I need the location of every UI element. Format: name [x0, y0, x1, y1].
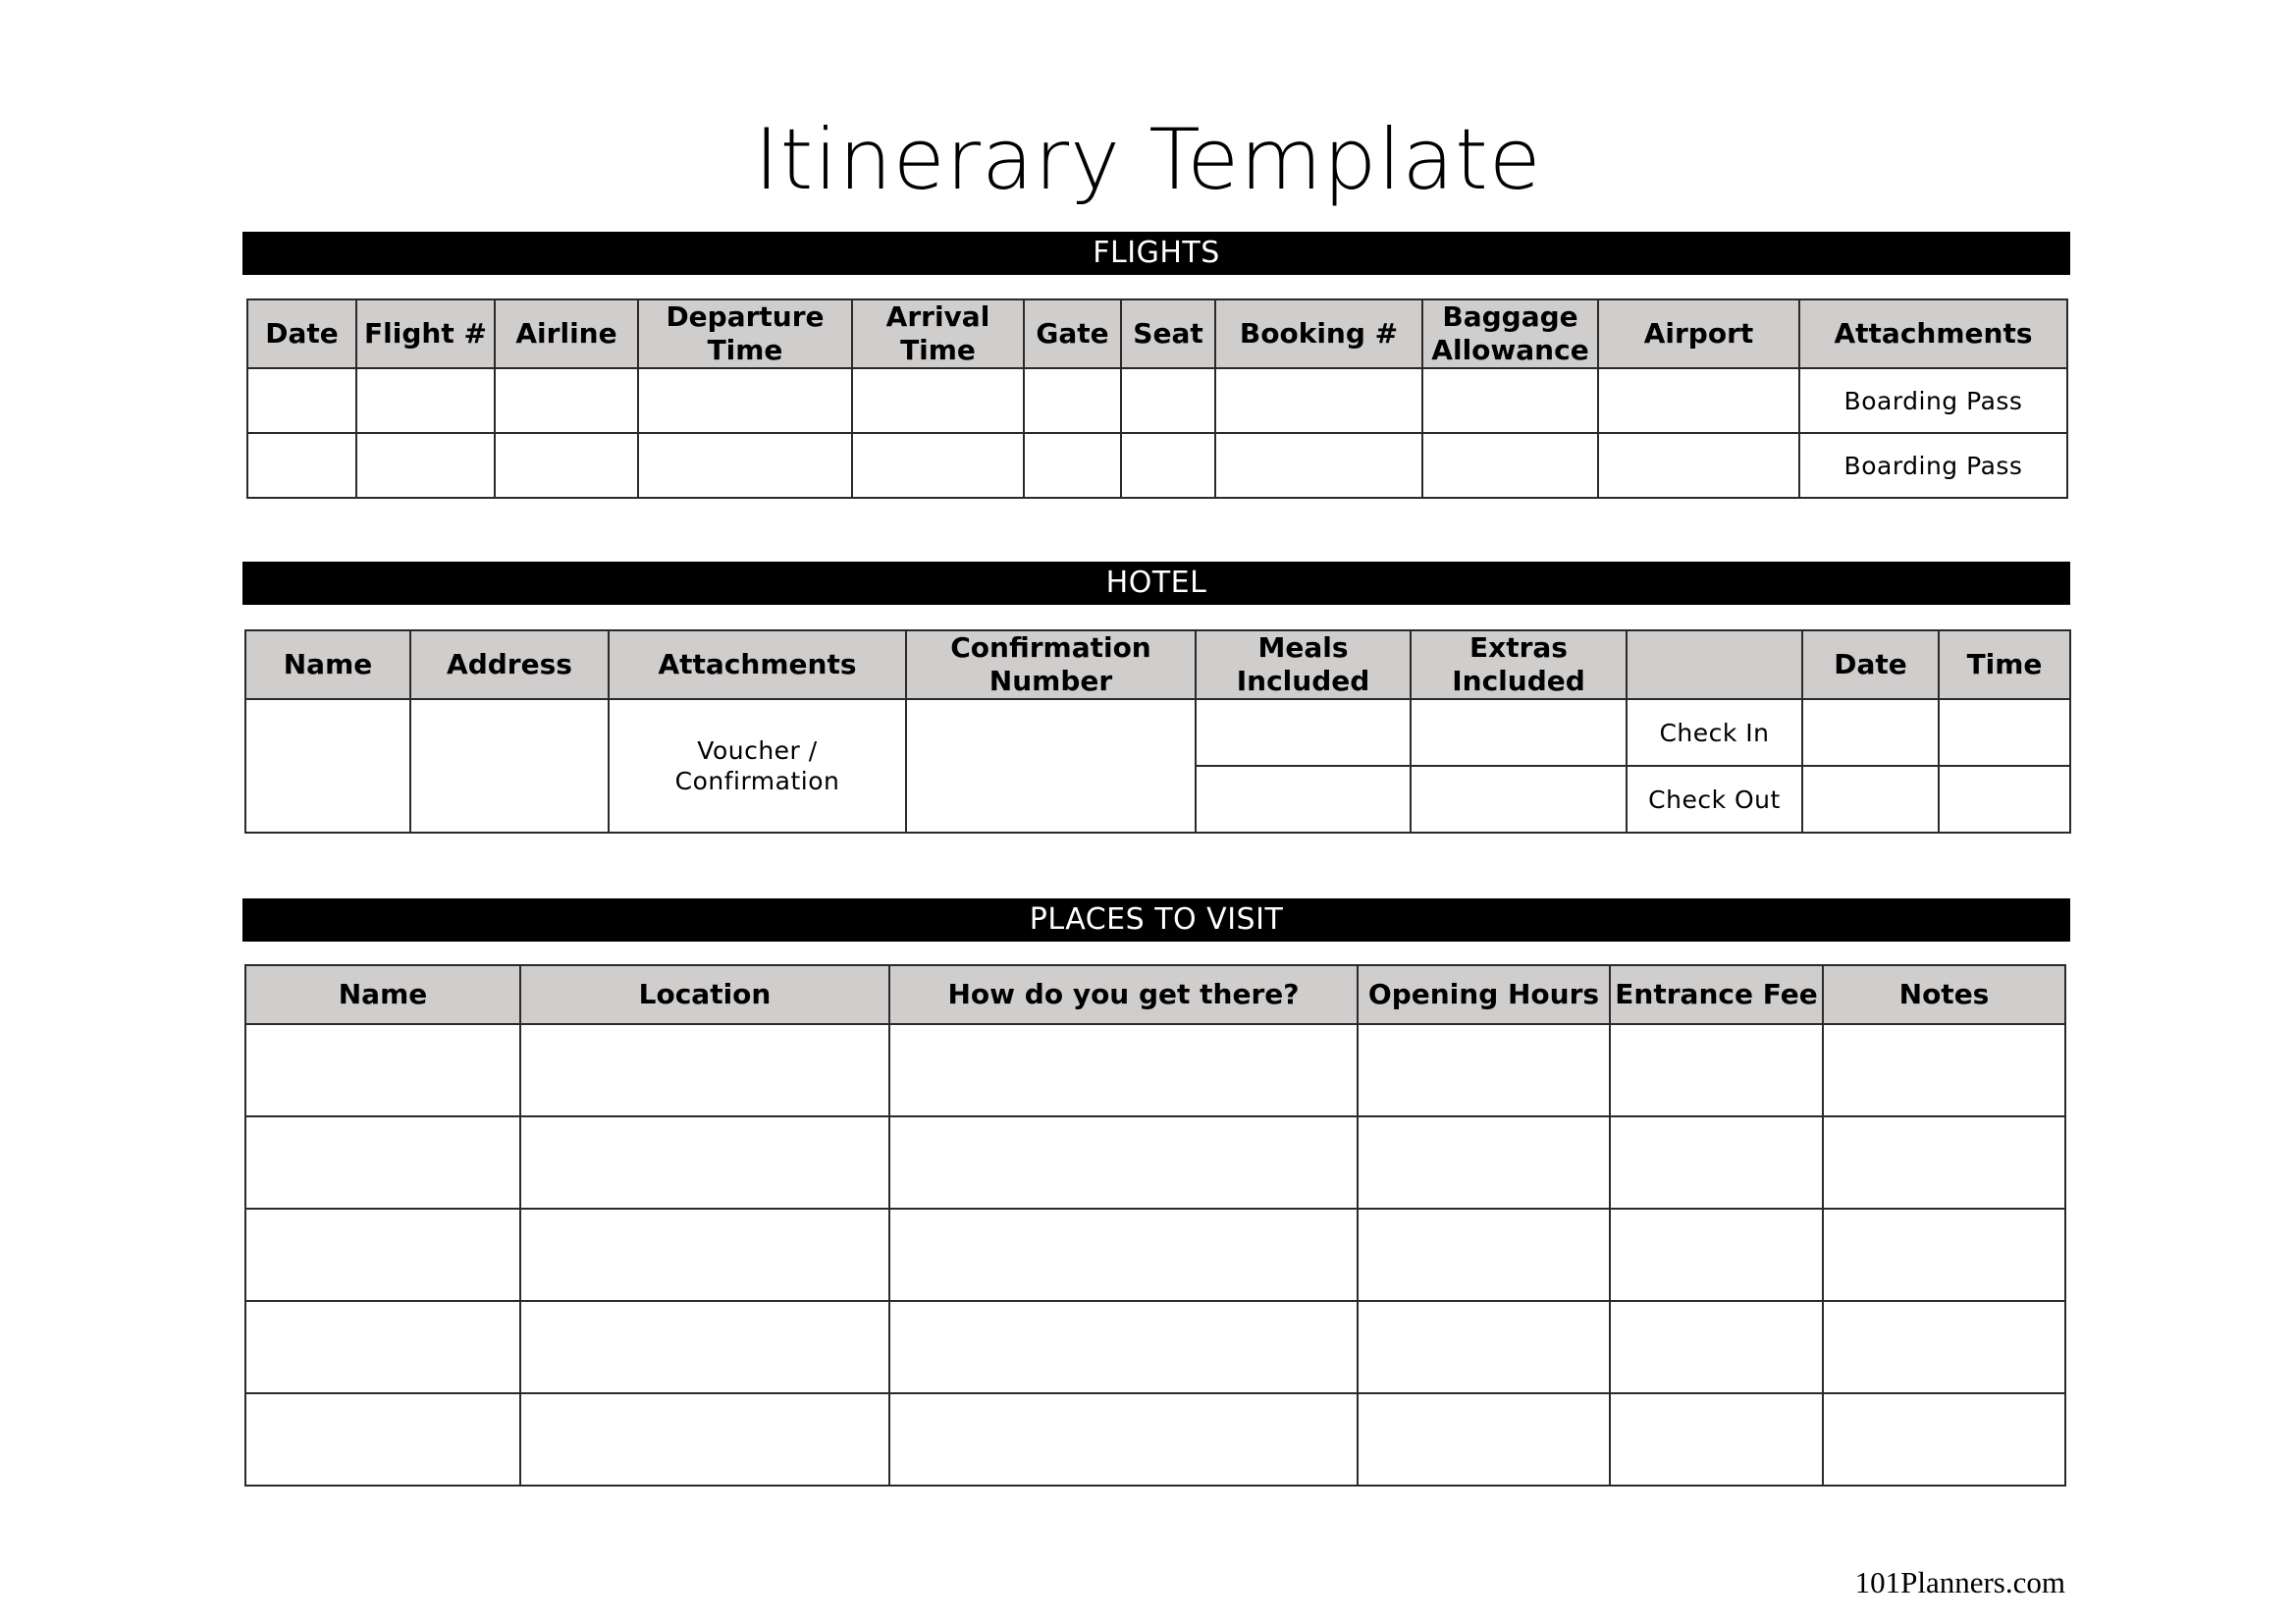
flights-header-seat: Seat	[1121, 299, 1215, 368]
flights-cell[interactable]	[1215, 433, 1422, 498]
places-cell[interactable]	[520, 1209, 889, 1301]
places-cell[interactable]	[1610, 1393, 1823, 1486]
hotel-check-out-date-cell[interactable]	[1802, 766, 1939, 833]
hotel-header-name: Name	[245, 630, 410, 699]
hotel-name-cell[interactable]	[245, 699, 410, 833]
places-table	[244, 964, 2066, 1487]
places-cell[interactable]	[1610, 1116, 1823, 1209]
flights-section-header: FLIGHTS	[242, 232, 2070, 275]
flights-cell[interactable]	[495, 368, 638, 433]
places-row	[245, 1301, 2065, 1393]
flights-header-departure-time: Departure Time	[638, 299, 852, 368]
places-header-notes: Notes	[1823, 965, 2065, 1024]
places-cell[interactable]	[520, 1116, 889, 1209]
flights-cell[interactable]	[1024, 433, 1121, 498]
hotel-address-cell[interactable]	[410, 699, 609, 833]
flights-table	[246, 298, 2068, 499]
hotel-meals-cell[interactable]	[1196, 699, 1411, 766]
flights-header-attachments: Attachments	[1799, 299, 2067, 368]
hotel-extras-cell[interactable]	[1411, 699, 1627, 766]
places-cell[interactable]	[1823, 1024, 2065, 1116]
hotel-attachment-cell[interactable]: Voucher / Confirmation	[609, 699, 906, 833]
places-cell[interactable]	[245, 1393, 520, 1486]
hotel-header-attachments: Attachments	[609, 630, 906, 699]
hotel-check-in-time-cell[interactable]	[1939, 699, 2070, 766]
places-header-opening-hours: Opening Hours	[1358, 965, 1610, 1024]
flights-cell[interactable]	[495, 433, 638, 498]
places-cell[interactable]	[1358, 1024, 1610, 1116]
hotel-table	[244, 629, 2071, 834]
places-header-entrance-fee: Entrance Fee	[1610, 965, 1823, 1024]
flights-attachment-cell[interactable]: Boarding Pass	[1799, 433, 2067, 498]
flights-header-airline: Airline	[495, 299, 638, 368]
flights-cell[interactable]	[247, 368, 356, 433]
flights-cell[interactable]	[1215, 368, 1422, 433]
places-header-location: Location	[520, 965, 889, 1024]
places-header-how-to-get-there: How do you get there?	[889, 965, 1358, 1024]
hotel-check-out-time-cell[interactable]	[1939, 766, 2070, 833]
flights-cell[interactable]	[1598, 433, 1799, 498]
flights-header-arrival-time: Arrival Time	[852, 299, 1024, 368]
places-cell[interactable]	[1610, 1024, 1823, 1116]
places-cell[interactable]	[1610, 1301, 1823, 1393]
flights-header-booking-number: Booking #	[1215, 299, 1422, 368]
flights-cell[interactable]	[1024, 368, 1121, 433]
footer-brand: 101Planners.com	[1854, 1565, 2065, 1599]
flights-cell[interactable]	[356, 368, 495, 433]
hotel-check-out-label: Check Out	[1627, 766, 1802, 833]
places-cell[interactable]	[1823, 1209, 2065, 1301]
places-cell[interactable]	[245, 1024, 520, 1116]
hotel-header-extras-included: Extras Included	[1411, 630, 1627, 699]
hotel-check-in-date-cell[interactable]	[1802, 699, 1939, 766]
hotel-header-address: Address	[410, 630, 609, 699]
hotel-check-in-label: Check In	[1627, 699, 1802, 766]
places-cell[interactable]	[889, 1301, 1358, 1393]
hotel-meals-cell[interactable]	[1196, 766, 1411, 833]
places-row	[245, 1209, 2065, 1301]
flights-cell[interactable]	[247, 433, 356, 498]
flights-header-baggage-allowance: Baggage Allowance	[1422, 299, 1598, 368]
hotel-extras-cell[interactable]	[1411, 766, 1627, 833]
hotel-row-check-in	[245, 699, 2070, 766]
flights-cell[interactable]	[1121, 368, 1215, 433]
places-cell[interactable]	[1358, 1393, 1610, 1486]
hotel-confirmation-cell[interactable]	[906, 699, 1196, 833]
flights-header-airport: Airport	[1598, 299, 1799, 368]
places-cell[interactable]	[889, 1024, 1358, 1116]
hotel-section-header: HOTEL	[242, 562, 2070, 605]
places-cell[interactable]	[245, 1209, 520, 1301]
places-cell[interactable]	[520, 1301, 889, 1393]
flights-header-gate: Gate	[1024, 299, 1121, 368]
flights-cell[interactable]	[1422, 433, 1598, 498]
hotel-header-blank	[1627, 630, 1802, 699]
hotel-header-confirmation-number: Confirmation Number	[906, 630, 1196, 699]
places-cell[interactable]	[245, 1116, 520, 1209]
flights-cell[interactable]	[852, 433, 1024, 498]
places-row	[245, 1024, 2065, 1116]
places-cell[interactable]	[1610, 1209, 1823, 1301]
flights-cell[interactable]	[356, 433, 495, 498]
places-row	[245, 1116, 2065, 1209]
flights-cell[interactable]	[1598, 368, 1799, 433]
flights-header-row	[247, 299, 2067, 368]
hotel-header-meals-included: Meals Included	[1196, 630, 1411, 699]
places-cell[interactable]	[1358, 1301, 1610, 1393]
places-cell[interactable]	[520, 1393, 889, 1486]
flights-cell[interactable]	[852, 368, 1024, 433]
flights-cell[interactable]	[638, 368, 852, 433]
places-cell[interactable]	[889, 1209, 1358, 1301]
flights-cell[interactable]	[638, 433, 852, 498]
flights-header-date: Date	[247, 299, 356, 368]
hotel-header-time: Time	[1939, 630, 2070, 699]
places-section-header: PLACES TO VISIT	[242, 898, 2070, 942]
places-header-name: Name	[245, 965, 520, 1024]
places-cell[interactable]	[245, 1301, 520, 1393]
flights-header-flight-number: Flight #	[356, 299, 495, 368]
hotel-header-date: Date	[1802, 630, 1939, 699]
places-cell[interactable]	[1823, 1393, 2065, 1486]
places-cell[interactable]	[1823, 1116, 2065, 1209]
flights-cell[interactable]	[1121, 433, 1215, 498]
places-cell[interactable]	[1823, 1301, 2065, 1393]
places-cell[interactable]	[889, 1393, 1358, 1486]
page-title: Itinerary Template	[754, 111, 1542, 209]
flights-row	[247, 368, 2067, 433]
flights-row	[247, 433, 2067, 498]
hotel-header-row	[245, 630, 2070, 699]
places-cell[interactable]	[889, 1116, 1358, 1209]
places-cell[interactable]	[1358, 1116, 1610, 1209]
places-header-row	[245, 965, 2065, 1024]
flights-cell[interactable]	[1422, 368, 1598, 433]
flights-attachment-cell[interactable]: Boarding Pass	[1799, 368, 2067, 433]
places-row	[245, 1393, 2065, 1486]
places-cell[interactable]	[520, 1024, 889, 1116]
places-cell[interactable]	[1358, 1209, 1610, 1301]
